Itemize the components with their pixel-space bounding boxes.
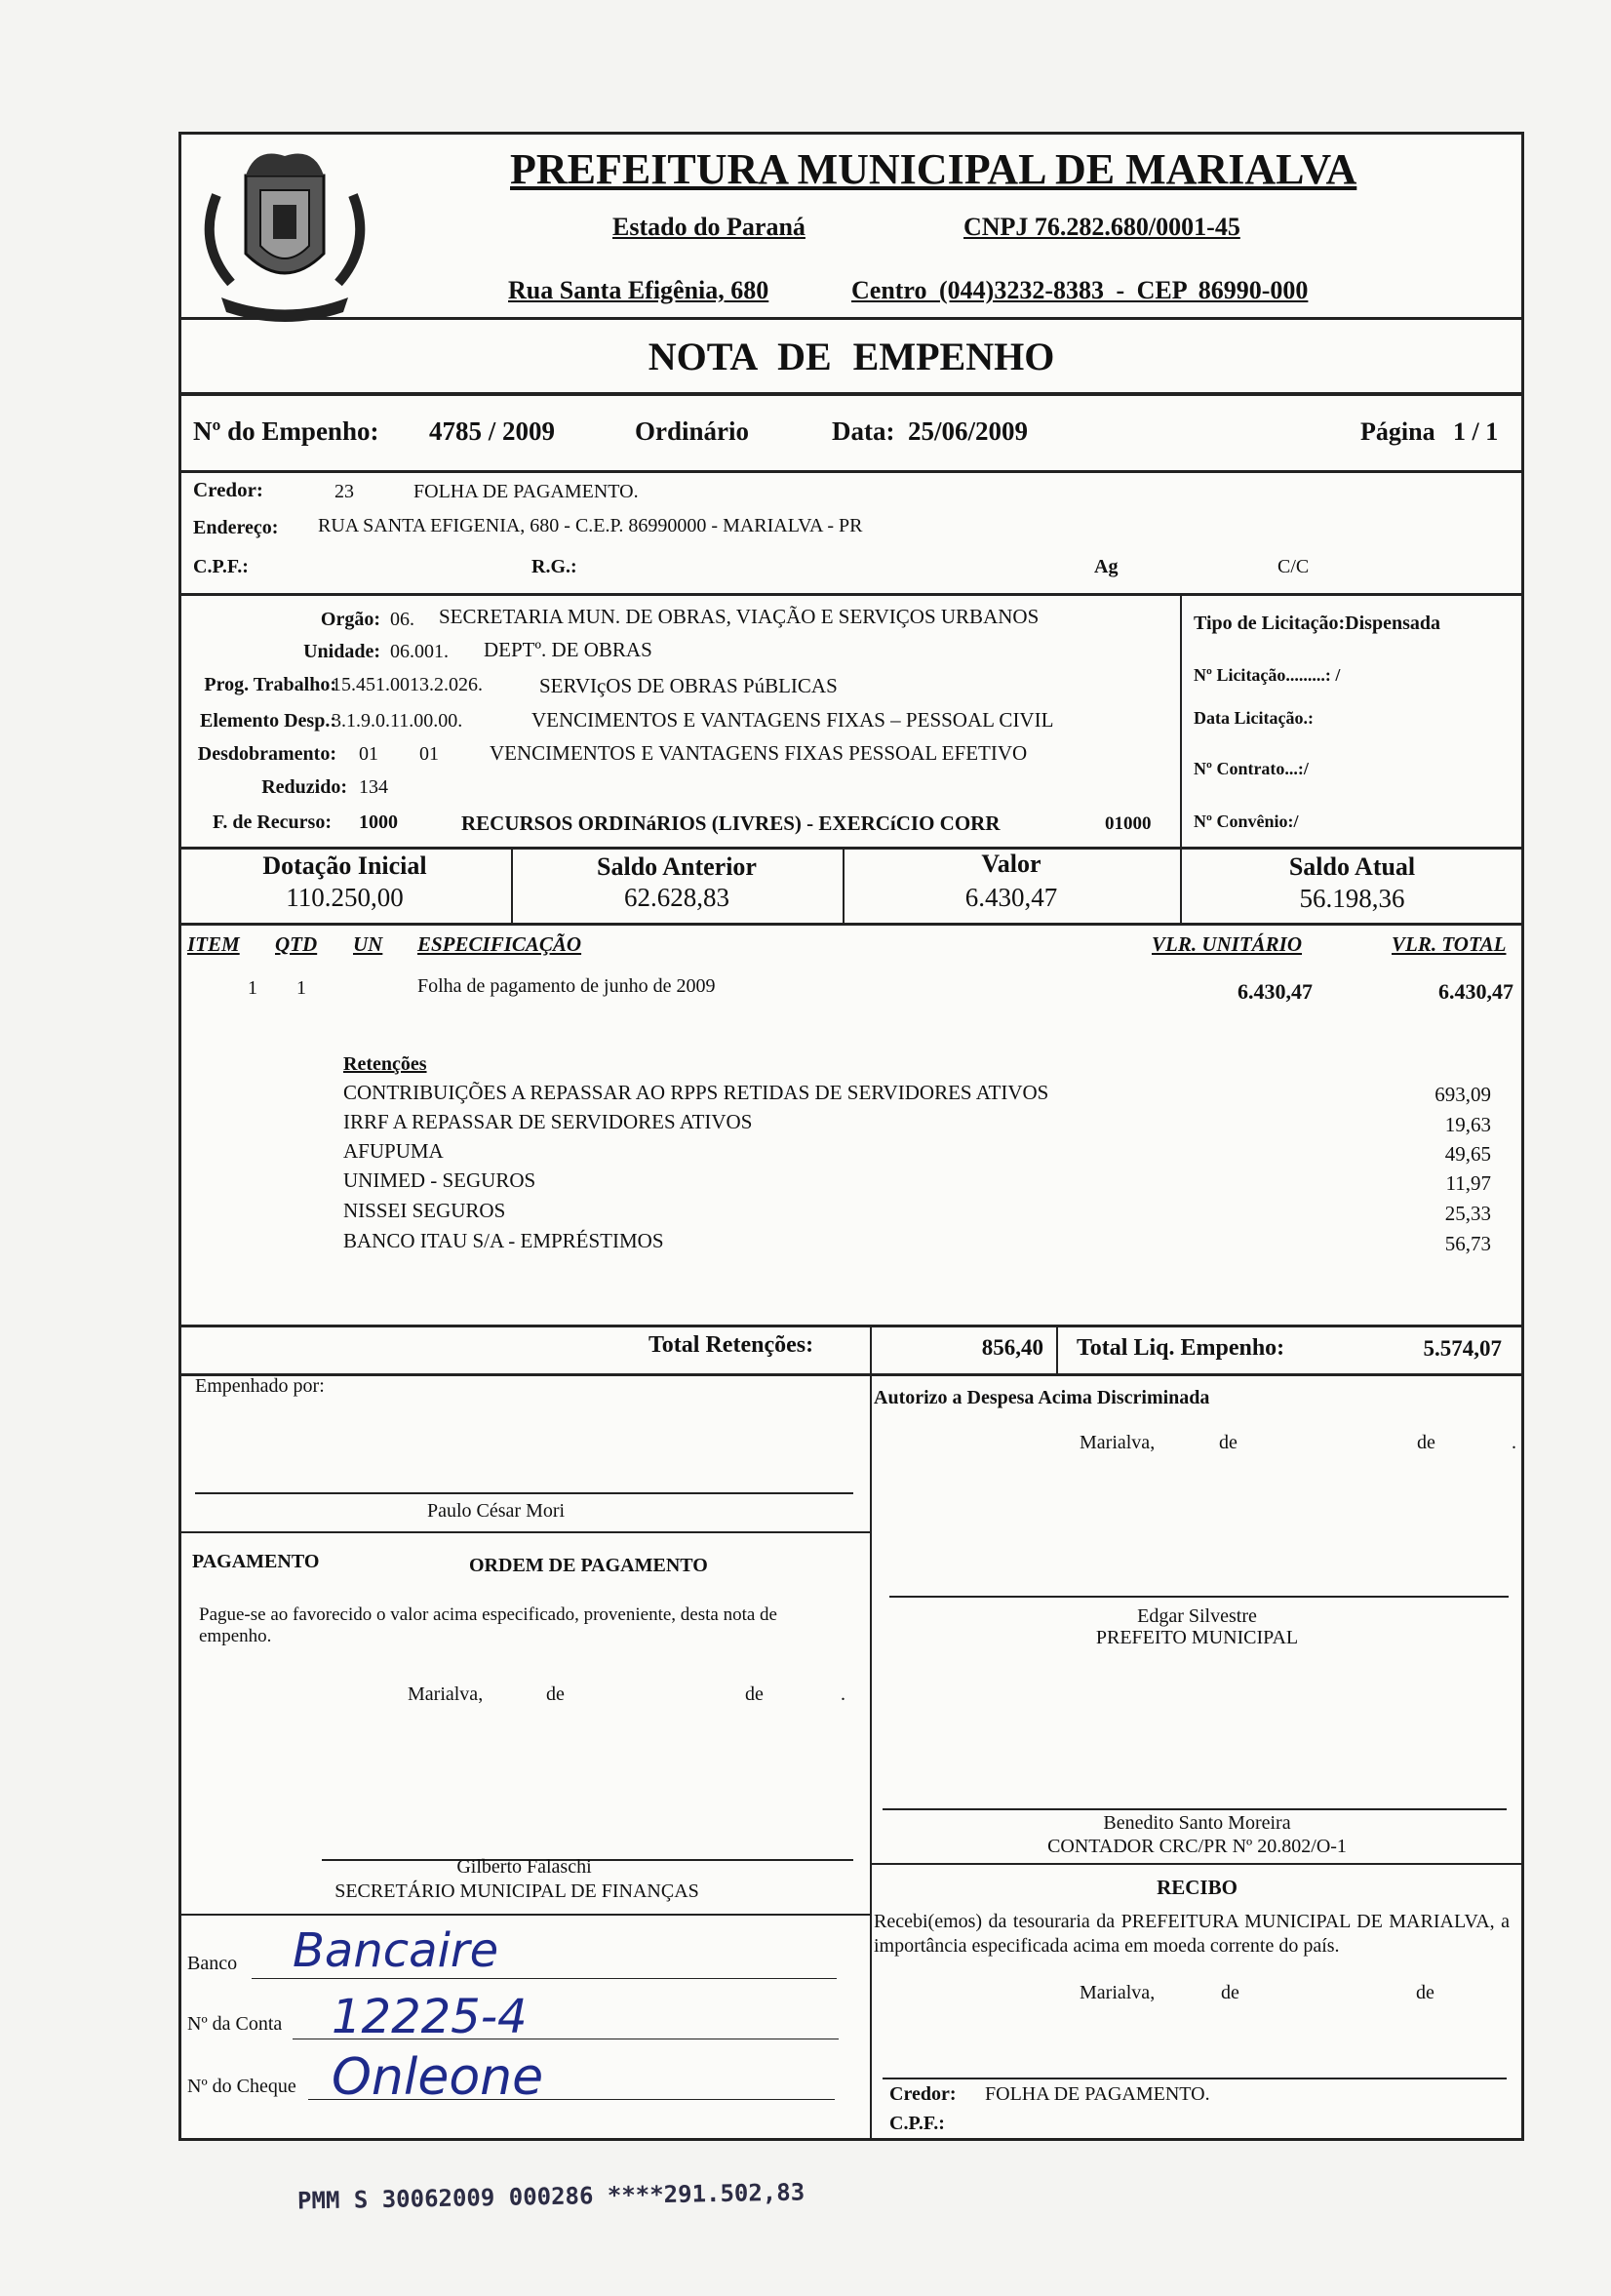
licitacao-contrato: Nº Contrato...:/: [1194, 759, 1309, 778]
retencao-value: 693,09: [1434, 1083, 1491, 1106]
ordem-pagamento-label: ORDEM DE PAGAMENTO: [469, 1555, 708, 1576]
page-label: Página: [1360, 417, 1435, 446]
date-label: Data:: [832, 416, 895, 446]
autorizo-label: Autorizo a Despesa Acima Discriminada: [874, 1387, 1210, 1408]
recibo-de1: de: [1221, 1982, 1239, 2003]
prog-name: SERVIçOS DE OBRAS PúBLICAS: [539, 674, 838, 697]
saldo-anterior-label: Saldo Anterior: [597, 852, 757, 881]
ordem-pagamento-text: Pague-se ao favorecido o valor acima especificado, proveniente, desta nota de empenho.: [199, 1604, 777, 1646]
empenho-number: 4785 / 2009: [429, 416, 556, 446]
ordem-de1: de: [546, 1683, 565, 1705]
licitacao-tipo: Tipo de Licitação:Dispensada: [1194, 613, 1440, 634]
elemento-name: VENCIMENTOS E VANTAGENS FIXAS – PESSOAL CIVIL: [531, 708, 1054, 732]
prog-code: 15.451.0013.2.026.: [332, 674, 483, 695]
item-qtd: 1: [296, 977, 306, 999]
credor-address: RUA SANTA EFIGENIA, 680 - C.E.P. 86990000 - MARIALVA - PR: [318, 515, 863, 536]
total-liq-label: Total Liq. Empenho:: [1077, 1335, 1285, 1361]
orgao-label: Orgão:: [320, 609, 380, 630]
valor-value: 6.430,47: [964, 883, 1058, 912]
credor-name: FOLHA DE PAGAMENTO.: [413, 481, 639, 502]
elemento-label: Elemento Desp.:: [200, 710, 336, 732]
desdobramento-code2: 01: [419, 743, 439, 765]
licitacao-data: Data Licitação.:: [1194, 708, 1314, 728]
unidade-label: Unidade:: [303, 641, 380, 662]
contador-name: Benedito Santo Moreira: [1103, 1812, 1291, 1834]
contador-title: CONTADOR CRC/PR Nº 20.802/O-1: [1047, 1836, 1347, 1857]
total-retencoes-value: 856,40: [981, 1335, 1043, 1360]
retencao-value: 49,65: [1444, 1142, 1491, 1166]
recibo-credor-name: FOLHA DE PAGAMENTO.: [985, 2083, 1210, 2105]
reduzido-label: Reduzido:: [261, 776, 347, 798]
valor-label: Valor: [981, 850, 1041, 878]
credor-label: Credor:: [193, 478, 263, 501]
recibo-place: Marialva,: [1080, 1982, 1156, 2003]
col-total-header: VLR. TOTAL: [1392, 932, 1507, 956]
item-number: 1: [248, 977, 257, 999]
banco-handwriting: Bancaire: [293, 1923, 499, 1978]
state-label: Estado do Paraná: [612, 213, 806, 241]
elemento-code: 3.1.9.0.11.00.00.: [332, 710, 463, 732]
recibo-label: RECIBO: [1157, 1876, 1238, 1899]
item-unit-value: 6.430,47: [1238, 979, 1313, 1004]
secretario-title: SECRETÁRIO MUNICIPAL DE FINANÇAS: [334, 1880, 699, 1902]
cheque-handwriting: Onleone: [332, 2048, 544, 2107]
cc-label: C/C: [1277, 556, 1310, 577]
conta-label: Nº da Conta: [187, 2013, 283, 2035]
recurso-label: F. de Recurso:: [212, 812, 332, 833]
prefeito-name: Edgar Silvestre: [1137, 1605, 1257, 1627]
recibo-credor-label: Credor:: [889, 2083, 957, 2105]
empenho-number-label: Nº do Empenho:: [193, 416, 379, 446]
recurso-name: RECURSOS ORDINáRIOS (LIVRES) - EXERCíCIO CORR: [461, 812, 1001, 835]
ag-label: Ag: [1094, 556, 1119, 577]
saldo-atual-value: 56.198,36: [1299, 884, 1405, 913]
empenhado-name: Paulo César Mori: [427, 1500, 566, 1522]
col-espec-header: ESPECIFICAÇÃO: [417, 932, 582, 956]
saldo-atual-label: Saldo Atual: [1288, 852, 1416, 881]
reduzido-value: 134: [359, 776, 388, 798]
autorizo-place: Marialva,: [1080, 1432, 1156, 1453]
item-description: Folha de pagamento de junho de 2009: [417, 975, 716, 997]
page-value: 1 / 1: [1453, 417, 1499, 446]
desdobramento-name: VENCIMENTOS E VANTAGENS FIXAS PESSOAL EFETIVO: [490, 741, 1028, 765]
retencao-desc: AFUPUMA: [343, 1139, 444, 1163]
recurso-code: 1000: [359, 812, 398, 833]
desdobramento-code1: 01: [359, 743, 378, 765]
cheque-label: Nº do Cheque: [187, 2076, 296, 2097]
cpf-label: C.P.F.:: [193, 556, 249, 577]
pagamento-label: PAGAMENTO: [192, 1551, 320, 1572]
retencao-value: 11,97: [1445, 1171, 1491, 1195]
retencao-value: 19,63: [1444, 1113, 1491, 1136]
licitacao-numero: Nº Licitação.........: /: [1194, 665, 1341, 685]
document-title: NOTA DE EMPENHO: [648, 335, 1055, 378]
secretario-name: Gilberto Falaschi: [456, 1856, 592, 1878]
date-value: 25/06/2009: [908, 416, 1029, 446]
retencao-desc: BANCO ITAU S/A - EMPRÉSTIMOS: [343, 1229, 664, 1252]
retencao-desc: CONTRIBUIÇÕES A REPASSAR AO RPPS RETIDAS DE SERVIDORES ATIVOS: [343, 1081, 1049, 1104]
prog-label: Prog. Trabalho:: [204, 674, 336, 695]
ordem-de2: de: [745, 1683, 764, 1705]
recurso-code2: 01000: [1105, 813, 1152, 834]
dotacao-value: 110.250,00: [286, 883, 404, 912]
credor-code: 23: [334, 481, 354, 502]
unidade-name: DEPTº. DE OBRAS: [484, 638, 652, 661]
conta-handwriting: 12225-4: [332, 1990, 528, 2044]
orgao-code: 06.: [390, 609, 414, 630]
coat-of-arms-logo: [187, 137, 382, 327]
empenhado-por-label: Empenhado por:: [195, 1375, 325, 1397]
prefeito-title: PREFEITO MUNICIPAL: [1095, 1627, 1299, 1648]
autorizo-de2: de: [1417, 1432, 1435, 1453]
ordem-place: Marialva,: [408, 1683, 484, 1705]
dotacao-label: Dotação Inicial: [262, 851, 427, 880]
recibo-de2: de: [1416, 1982, 1434, 2003]
retencoes-title: Retenções: [343, 1053, 427, 1075]
retencao-value: 25,33: [1444, 1202, 1491, 1225]
page-title: PREFEITURA MUNICIPAL DE MARIALVA: [510, 145, 1357, 193]
contact-label: Centro (044)3232-8383 - CEP 86990-000: [851, 276, 1309, 304]
unidade-code: 06.001.: [390, 641, 449, 662]
autorizo-de1: de: [1219, 1432, 1238, 1453]
saldo-anterior-value: 62.628,83: [624, 883, 729, 912]
total-retencoes-label: Total Retenções:: [648, 1332, 814, 1358]
licitacao-convenio: Nº Convênio:/: [1194, 812, 1299, 831]
retencao-desc: IRRF A REPASSAR DE SERVIDORES ATIVOS: [343, 1110, 753, 1133]
col-qtd-header: QTD: [275, 932, 318, 956]
empenho-type: Ordinário: [635, 416, 750, 446]
item-total-value: 6.430,47: [1438, 979, 1513, 1004]
orgao-name: SECRETARIA MUN. DE OBRAS, VIAÇÃO E SERVIÇOS URBANOS: [439, 605, 1040, 628]
total-liq-value: 5.574,07: [1423, 1336, 1502, 1361]
retencao-value: 56,73: [1444, 1232, 1491, 1255]
recibo-cpf-label: C.P.F.:: [889, 2113, 945, 2134]
col-unit-header: VLR. UNITÁRIO: [1152, 932, 1303, 956]
col-item-header: ITEM: [187, 932, 240, 956]
footer-stamp: PMM S 30062009 000286 ****291.502,83: [296, 2178, 806, 2215]
recibo-text: Recebi(emos) da tesouraria da PREFEITURA MUNICIPAL DE MARIALVA, a importância especificada acima em moeda corrente do país.: [874, 1911, 1510, 1957]
retencao-desc: UNIMED - SEGUROS: [343, 1168, 536, 1192]
retencao-desc: NISSEI SEGUROS: [343, 1199, 506, 1222]
desdobramento-label: Desdobramento:: [197, 743, 336, 765]
address-field-label: Endereço:: [193, 517, 279, 538]
banco-label: Banco: [187, 1953, 238, 1974]
col-un-header: UN: [353, 932, 383, 956]
address-label: Rua Santa Efigênia, 680: [508, 276, 769, 304]
rg-label: R.G.:: [531, 556, 577, 577]
cnpj-label: CNPJ 76.282.680/0001-45: [963, 213, 1240, 241]
